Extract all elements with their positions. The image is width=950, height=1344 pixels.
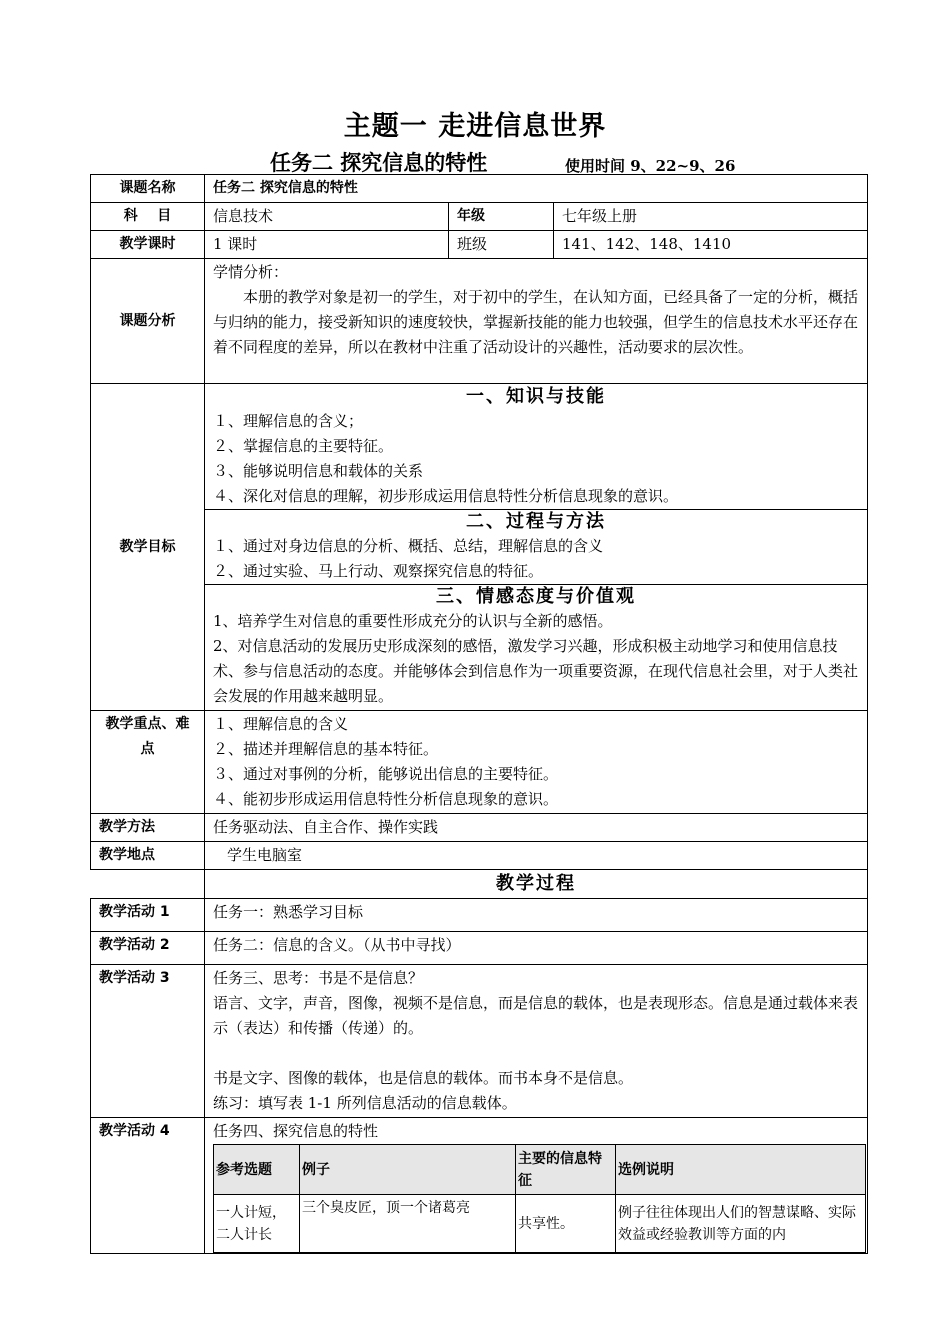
row-activity-1 — [91, 899, 868, 932]
keypoints-cell — [205, 711, 868, 814]
place-value: 学生电脑室 — [205, 842, 868, 870]
subject-label: 科 目 — [91, 203, 205, 231]
feature-table-header — [214, 1145, 866, 1195]
feature-cell: 例子往往体现出人们的智慧谋略、实际效益或经验教训等方面的内 — [616, 1195, 866, 1253]
activity-2-text: 任务二：信息的含义。（从书中寻找） — [205, 932, 868, 965]
activity-4-label: 教学活动 4 — [91, 1118, 205, 1254]
activity-3-cell — [205, 965, 868, 1118]
row-goals — [91, 384, 868, 711]
keypoint-item: ４、能初步形成运用信息特性分析信息现象的意识。 — [213, 790, 559, 808]
feature-header-cell: 选例说明 — [616, 1145, 866, 1195]
feature-table-row — [214, 1195, 866, 1253]
keypoint-item: ３、通过对事例的分析，能够说出信息的主要特征。 — [213, 765, 559, 783]
class-label: 班级 — [449, 231, 554, 259]
hours-label: 教学课时 — [91, 231, 205, 259]
activity-4-cell — [205, 1118, 868, 1254]
row-keypoints — [91, 711, 868, 814]
goal-section-title: 三、情感态度与价值观 — [436, 586, 636, 607]
goals-label: 教学目标 — [91, 384, 205, 711]
row-process — [91, 870, 868, 899]
keypoint-item: ２、描述并理解信息的基本特征。 — [213, 740, 439, 758]
goal-item: ４、深化对信息的理解，初步形成运用信息特性分析信息现象的意识。 — [213, 487, 679, 505]
goals-cell — [205, 384, 868, 711]
row-activity-3 — [91, 965, 868, 1118]
feature-header-cell: 例子 — [300, 1145, 516, 1195]
use-time: 使用时间 9、22~9、26 — [565, 157, 736, 175]
keypoints-label: 教学重点、难点 — [91, 711, 205, 814]
row-place — [91, 842, 868, 870]
feature-cell: 一人计短，二人计长 — [214, 1195, 300, 1253]
activity-3-line: 练习：填写表 1-1 所列信息活动的信息载体。 — [213, 1094, 517, 1112]
activity-3-line: 语言、文字，声音，图像，视频不是信息，而是信息的载体，也是表现形态。信息是通过载体来表示（表达）和传播（传递）的。 — [213, 994, 859, 1037]
row-analysis — [91, 259, 868, 384]
feature-cell: 共享性。 — [516, 1195, 616, 1253]
goal-section-title: 一、知识与技能 — [466, 386, 606, 407]
row-topic — [91, 175, 868, 203]
feature-header-cell: 主要的信息特征 — [516, 1145, 616, 1195]
method-label: 教学方法 — [91, 814, 205, 842]
goal-section-divider — [205, 509, 867, 534]
blank-line — [213, 1041, 859, 1066]
activity-1-label: 教学活动 1 — [91, 899, 205, 932]
row-method — [91, 814, 868, 842]
process-heading: 教学过程 — [205, 870, 868, 899]
goal-item: ２、通过实验、马上行动、观察探究信息的特征。 — [213, 562, 544, 580]
analysis-text: 本册的教学对象是初一的学生，对于初中的学生，在认知方面，已经具备了一定的分析，概括与归纳的能力，接受新知识的速度较快，掌握新技能的能力也较强，但学生的信息技术水平还存在着不同程度的差异，所以在教材中注重了活动设计的兴趣性，活动要求的层次性。 — [213, 288, 859, 356]
goal-item: １、理解信息的含义； — [213, 412, 364, 430]
goal-section-title: 二、过程与方法 — [466, 511, 606, 532]
grade-label: 年级 — [449, 203, 554, 231]
topic-label: 课题名称 — [91, 175, 205, 203]
row-activity-2 — [91, 932, 868, 965]
hours-value: 1 课时 — [205, 231, 449, 259]
activity-4-text: 任务四、探究信息的特性 — [213, 1122, 379, 1140]
row-activity-4 — [91, 1118, 868, 1254]
activity-1-text: 任务一：熟悉学习目标 — [205, 899, 868, 932]
place-label: 教学地点 — [91, 842, 205, 870]
feature-cell: 三个臭皮匠，顶一个诸葛亮 — [300, 1195, 516, 1253]
activity-3-line: 任务三、思考：书是不是信息？ — [213, 969, 424, 987]
goal-item: 2、对信息活动的发展历史形成深刻的感悟，激发学习兴趣，形成积极主动地学习和使用信息技术、参与信息活动的态度。并能够体会到信息作为一项重要资源，在现代信息社会里，对于人类社会发展的作用越来越明显。 — [213, 637, 859, 705]
goal-item: １、通过对身边信息的分析、概括、总结，理解信息的含义 — [213, 537, 604, 555]
topic-value: 任务二 探究信息的特性 — [205, 175, 868, 203]
class-value: 141、142、148、1410 — [554, 231, 868, 259]
activity-3-label: 教学活动 3 — [91, 965, 205, 1118]
process-empty-cell — [91, 870, 205, 899]
document-title: 主题一 走进信息世界 — [343, 111, 607, 142]
feature-header-cell: 参考选题 — [214, 1145, 300, 1195]
keypoint-item: １、理解信息的含义 — [213, 715, 349, 733]
goal-section-divider — [205, 584, 867, 609]
activity-3-line: 书是文字、图像的载体，也是信息的载体。而书本身不是信息。 — [213, 1069, 634, 1087]
lesson-plan-table — [90, 174, 868, 1254]
method-value: 任务驱动法、自主合作、操作实践 — [205, 814, 868, 842]
subject-value: 信息技术 — [205, 203, 449, 231]
analysis-cell — [205, 259, 868, 384]
row-hours — [91, 231, 868, 259]
analysis-heading: 学情分析： — [213, 263, 289, 281]
goal-item: ３、能够说明信息和载体的关系 — [213, 462, 424, 480]
activity-2-label: 教学活动 2 — [91, 932, 205, 965]
analysis-label: 课题分析 — [91, 259, 205, 384]
feature-table — [213, 1144, 866, 1253]
goal-item: 1、培养学生对信息的重要性形成充分的认识与全新的感悟。 — [213, 612, 613, 630]
document-subtitle: 任务二 探究信息的特性 — [270, 150, 488, 175]
row-subject — [91, 203, 868, 231]
goal-item: ２、掌握信息的主要特征。 — [213, 437, 394, 455]
grade-value: 七年级上册 — [554, 203, 868, 231]
